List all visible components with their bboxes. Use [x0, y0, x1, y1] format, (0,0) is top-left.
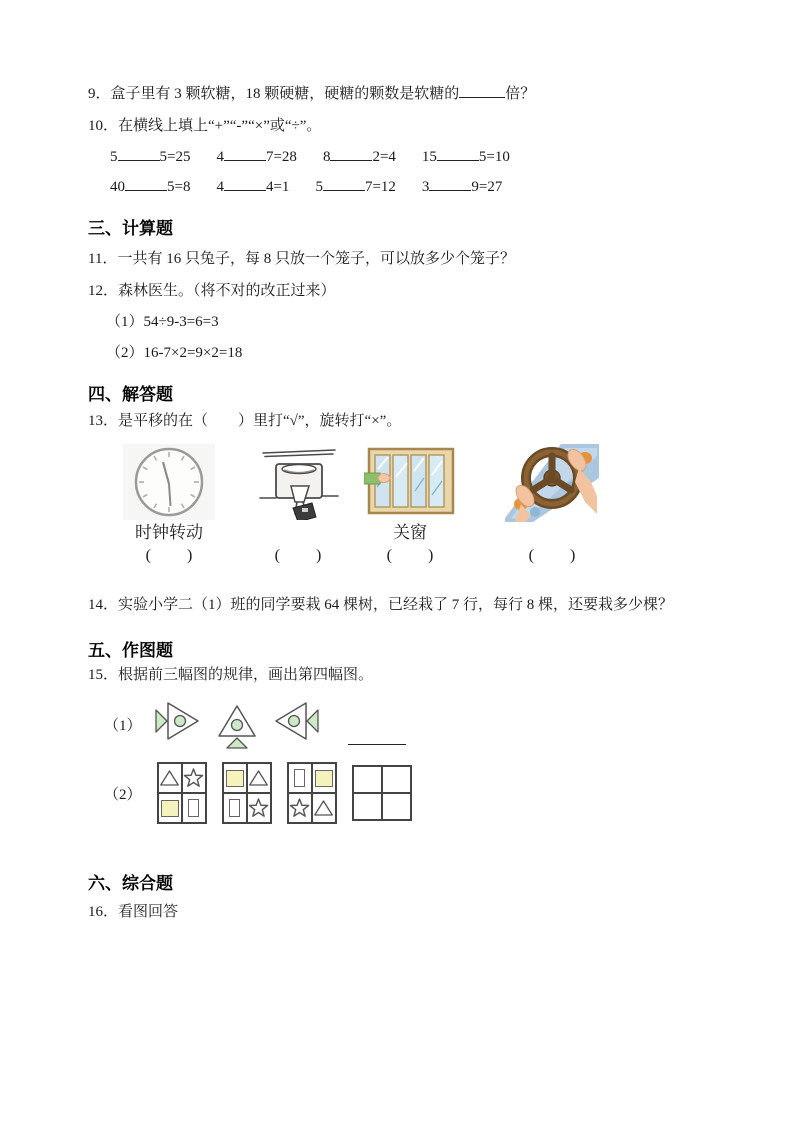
operator-blank — [429, 177, 471, 191]
equation — [323, 147, 396, 166]
pattern-figure-up — [214, 698, 260, 750]
pattern-figure-right — [155, 698, 201, 750]
equation-right: 7=28 — [265, 149, 297, 165]
grid-cell — [312, 793, 336, 823]
question-15: 15．根据前三幅图的规律，画出第四幅图。 — [88, 667, 374, 683]
question-14: 14．实验小学二（1）班的同学要栽 64 棵树，已经栽了 7 行，每行 8 棵，还要栽多少棵？ — [88, 597, 674, 613]
question-12-item-1: （1）54÷9-3=6=3 — [106, 314, 219, 330]
rectangle-shape — [229, 799, 240, 817]
question-11: 11．一共有 16 只兔子，每 8 只放一个笼子，可以放多少个笼子？ — [88, 251, 515, 267]
star-shape — [289, 798, 310, 818]
bracket-open: ( — [386, 547, 392, 564]
equation-right: 9=27 — [471, 179, 503, 195]
question-9-suffix: 倍？ — [505, 86, 536, 102]
answer-bracket-1 — [118, 546, 220, 566]
answer-bracket-4 — [503, 546, 601, 566]
answer-bracket-2 — [248, 546, 348, 566]
rectangle-shape — [188, 799, 199, 817]
equation-row-2 — [110, 177, 502, 196]
operator-blank — [118, 147, 160, 161]
steering-wheel-icon — [505, 442, 599, 522]
star-shape — [248, 798, 269, 818]
yellow-square-shape — [226, 770, 244, 787]
equation-left: 4 — [216, 149, 224, 165]
bracket-close: ) — [187, 547, 193, 564]
equation — [422, 177, 502, 196]
operator-blank — [224, 177, 266, 191]
question-13: 13．是平移的在（ ）里打“√”，旋转打“×”。 — [88, 413, 402, 429]
rectangle-shape — [294, 769, 305, 787]
pattern-grid-4 — [352, 765, 412, 821]
mailbox-icon — [255, 444, 341, 520]
equation — [216, 177, 289, 196]
grid-cell — [223, 793, 247, 823]
grid-cell — [353, 793, 382, 820]
equation-right: 5=25 — [159, 149, 191, 165]
figure-label-window: 关窗 — [393, 523, 427, 542]
pattern-row-2 — [104, 762, 412, 824]
answer-blank — [459, 84, 505, 98]
equation-right: 7=12 — [364, 179, 396, 195]
pattern-figure-left — [273, 698, 319, 750]
steering-wheel-image — [505, 444, 599, 520]
answer-blank-line — [348, 704, 406, 745]
grid-cell — [182, 793, 206, 823]
triangle-shape — [313, 798, 334, 818]
figure-mailbox — [248, 444, 348, 566]
operator-blank — [125, 177, 167, 191]
equation — [216, 147, 296, 166]
equation-left: 4 — [216, 179, 224, 195]
figure-label-clock: 时钟转动 — [135, 523, 203, 542]
equation — [315, 177, 395, 196]
operator-blank — [323, 177, 365, 191]
grid-cell — [288, 763, 312, 793]
pattern-row-1 — [104, 696, 406, 752]
question-12: 12．森林医生。（将不对的改正过来） — [88, 283, 336, 299]
clock-icon — [123, 444, 215, 520]
grid-cell — [312, 763, 336, 793]
equation — [110, 147, 190, 166]
equation-right: 4=1 — [265, 179, 290, 195]
operator-blank — [224, 147, 266, 161]
equation-left: 3 — [421, 179, 430, 195]
question-9 — [88, 84, 535, 104]
equation-row-1 — [110, 147, 510, 166]
question-10: 10．在横线上填上“+”“-”“×”或“÷”。 — [88, 118, 322, 134]
bracket-close: ) — [316, 547, 322, 564]
bracket-open: ( — [274, 547, 280, 564]
triangle-shape — [159, 768, 180, 788]
grid-cell — [247, 793, 271, 823]
equation-right: 5=10 — [478, 149, 510, 165]
window-image — [364, 444, 456, 520]
grid-cell — [382, 766, 411, 793]
pattern-grid-3 — [287, 762, 337, 824]
section-6-title: 六、综合题 — [88, 874, 173, 893]
equation-left: 40 — [110, 179, 125, 195]
section-5-title: 五、作图题 — [88, 641, 173, 660]
equation-right: 2=4 — [372, 149, 396, 165]
item-1-label: （1） — [104, 717, 142, 734]
section-3-title: 三、计算题 — [88, 219, 173, 238]
bracket-close: ) — [428, 547, 434, 564]
equation — [110, 177, 190, 196]
yellow-square-shape — [161, 800, 179, 817]
yellow-square-shape — [315, 770, 333, 787]
grid-cell — [288, 793, 312, 823]
question-9-text: 9．盒子里有 3 颗软糖，18 颗硬糖，硬糖的颗数是软糖的 — [88, 86, 460, 102]
star-shape — [183, 768, 204, 788]
mailbox-image — [255, 444, 341, 520]
bracket-open: ( — [145, 547, 151, 564]
figure-steering-wheel — [503, 444, 601, 566]
pattern-grid-1 — [157, 762, 207, 824]
equation — [422, 147, 510, 166]
window-icon — [364, 447, 456, 517]
equation-right: 5=8 — [167, 179, 191, 195]
grid-cell — [158, 763, 182, 793]
triangle-shape — [248, 768, 269, 788]
section-4-title: 四、解答题 — [88, 385, 173, 404]
grid-cell — [182, 763, 206, 793]
bracket-open: ( — [528, 547, 534, 564]
bracket-close: ) — [570, 547, 576, 564]
answer-bracket-3 — [361, 546, 459, 566]
equation-left: 5 — [315, 179, 323, 195]
equation-left: 5 — [110, 149, 118, 165]
figure-clock — [118, 444, 220, 566]
question-12-item-2: （2）16-7×2=9×2=18 — [106, 345, 243, 361]
grid-cell — [382, 793, 411, 820]
operator-blank — [330, 147, 372, 161]
operator-blank — [437, 147, 479, 161]
grid-cell — [353, 766, 382, 793]
grid-cell — [223, 763, 247, 793]
equation-left: 8 — [322, 149, 331, 165]
grid-cell — [158, 793, 182, 823]
grid-cell — [247, 763, 271, 793]
figure-window — [361, 444, 459, 566]
pattern-grid-2 — [222, 762, 272, 824]
item-2-label: （2） — [104, 786, 142, 803]
equation-left: 15 — [421, 149, 437, 165]
clock-image — [123, 444, 215, 520]
question-16: 16．看图回答 — [88, 904, 179, 920]
